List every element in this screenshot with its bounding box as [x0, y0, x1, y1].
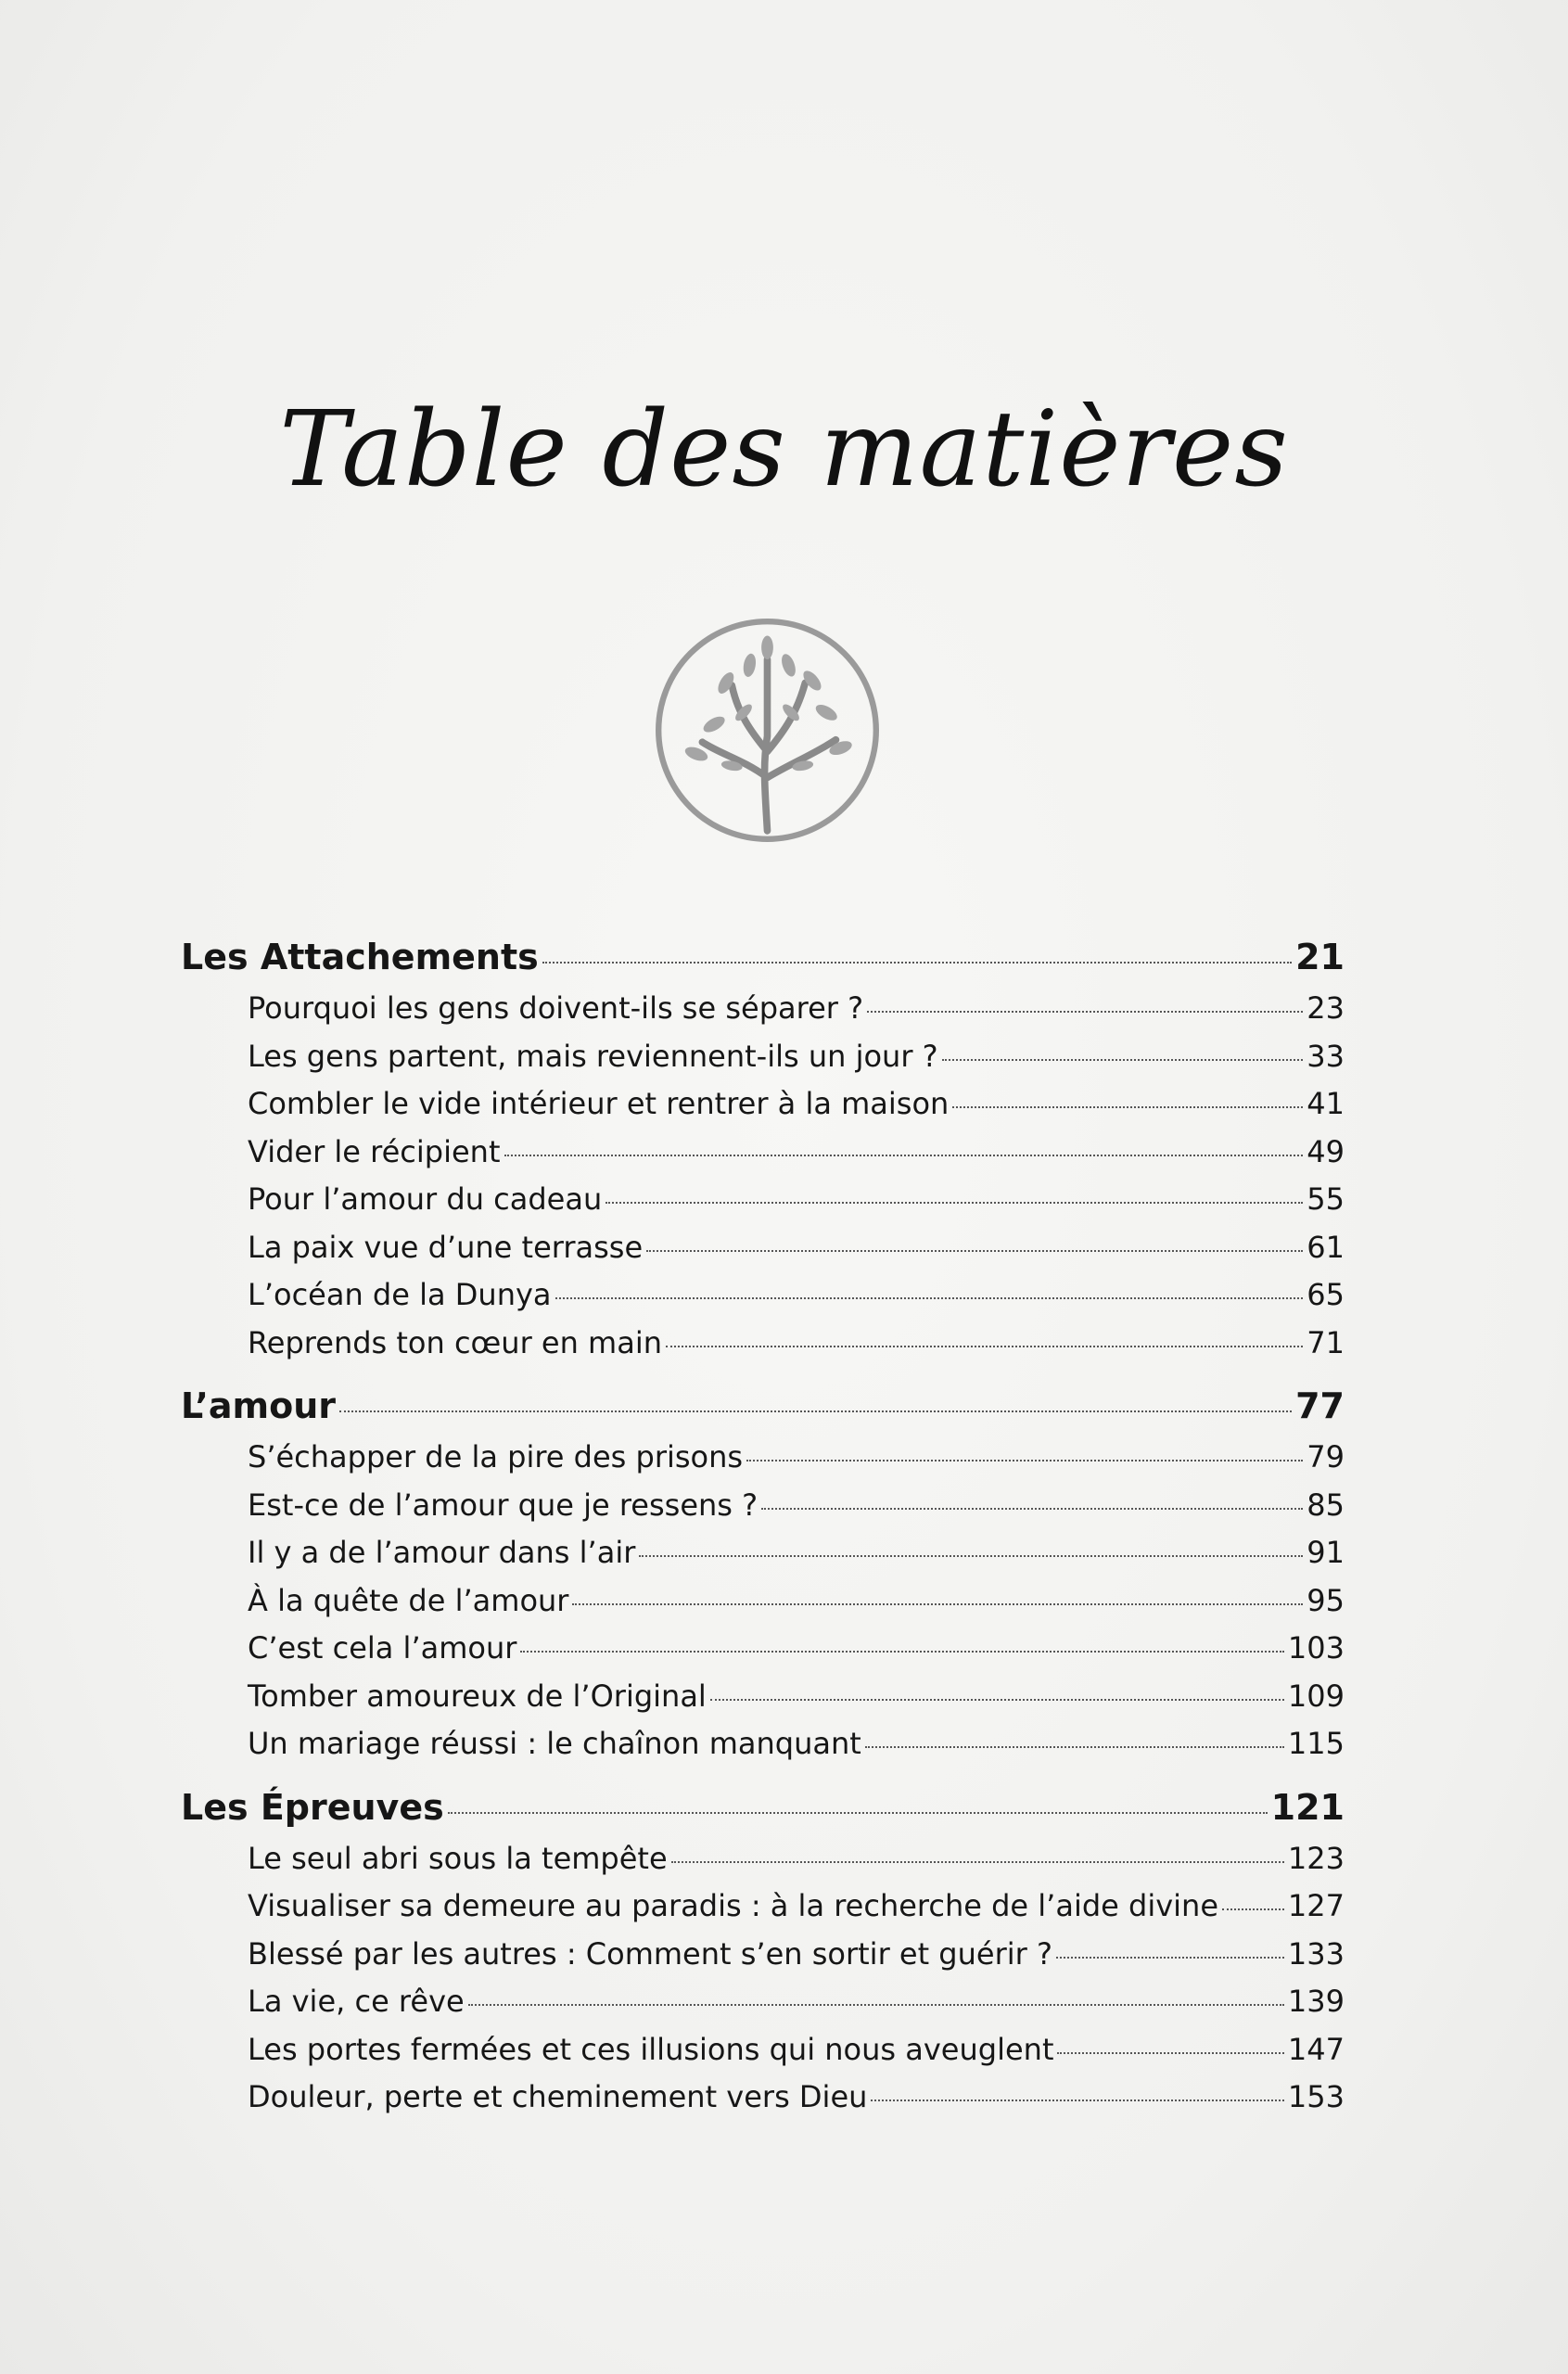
dot-leader [520, 1651, 1284, 1653]
page-number: 33 [1307, 1038, 1345, 1074]
toc-section-attachements [181, 937, 1345, 1372]
entry-title: Un mariage réussi : le chaînon manquant [248, 1726, 861, 1761]
page-number: 55 [1307, 1181, 1345, 1217]
entry-title: Le seul abri sous la tempête [248, 1840, 668, 1876]
page-number: 153 [1287, 2079, 1345, 2114]
entry-title: Les portes fermées et ces illusions qui nous aveuglent [248, 2031, 1054, 2067]
dot-leader [504, 1155, 1304, 1156]
entry-title: Combler le vide intérieur et rentrer à la maison [248, 1086, 950, 1121]
toc-entry[interactable] [181, 1230, 1345, 1278]
entry-title: Pour l’amour du cadeau [248, 1181, 603, 1217]
page-title: Table des matières [279, 389, 1289, 510]
dot-leader [639, 1555, 1303, 1557]
dot-leader [448, 1812, 1268, 1814]
entry-title: Les gens partent, mais reviennent-ils un jour ? [248, 1038, 938, 1074]
page-number: 127 [1287, 1888, 1345, 1923]
section-title: Les Attachements [181, 937, 539, 977]
toc-entry[interactable] [181, 2032, 1345, 2080]
page-number: 147 [1287, 2031, 1345, 2067]
page-number: 123 [1287, 1840, 1345, 1876]
page-number: 133 [1287, 1935, 1345, 1972]
entry-title: Reprends ton cœur en main [248, 1324, 662, 1360]
dot-leader [339, 1410, 1292, 1412]
dot-leader [468, 2004, 1284, 2006]
page-number: 23 [1307, 990, 1345, 1026]
toc-entry[interactable] [181, 1039, 1345, 1087]
dot-leader [867, 1011, 1303, 1013]
toc-entry[interactable] [181, 1678, 1345, 1727]
toc-entry[interactable] [181, 1841, 1345, 1889]
page-number: 85 [1307, 1487, 1345, 1523]
toc-entry[interactable] [181, 1936, 1345, 1985]
entry-title: Visualiser sa demeure au paradis : à la recherche de l’aide divine [248, 1888, 1219, 1923]
entry-title: Est-ce de l’amour que je ressens ? [248, 1487, 759, 1523]
tree-emblem-icon [649, 612, 886, 849]
toc-section-heading[interactable] [181, 937, 1345, 990]
entry-title: À la quête de l’amour [248, 1582, 569, 1618]
entry-title: La vie, ce rêve [248, 1984, 465, 2019]
page-number: 79 [1307, 1439, 1345, 1474]
entry-title: La paix vue d’une terrasse [248, 1229, 644, 1265]
toc-section-heading[interactable] [181, 1385, 1345, 1439]
toc-entry[interactable] [181, 1630, 1345, 1678]
dot-leader [1056, 1957, 1284, 1959]
toc-entry[interactable] [181, 2079, 1345, 2127]
page-number: 41 [1307, 1086, 1345, 1121]
entry-title: Vider le récipient [248, 1133, 501, 1169]
dot-leader [710, 1699, 1284, 1701]
toc-section-epreuves [181, 1787, 1345, 2127]
page-number: 139 [1287, 1984, 1345, 2019]
page-number: 121 [1270, 1786, 1345, 1828]
toc-entry[interactable] [181, 1134, 1345, 1182]
section-title: L’amour [181, 1385, 337, 1426]
page-number: 103 [1287, 1630, 1345, 1666]
page-number: 71 [1307, 1324, 1345, 1360]
toc-entry[interactable] [181, 1439, 1345, 1487]
toc-entry[interactable] [181, 1487, 1345, 1536]
page-number: 91 [1307, 1535, 1345, 1570]
dot-leader [952, 1106, 1303, 1108]
page-number: 95 [1307, 1582, 1345, 1618]
toc-entry[interactable] [181, 1726, 1345, 1774]
page-number: 21 [1295, 937, 1345, 977]
toc-entry[interactable] [181, 1984, 1345, 2032]
dot-leader [555, 1297, 1304, 1299]
toc-entry[interactable] [181, 1888, 1345, 1936]
section-title: Les Épreuves [181, 1786, 444, 1828]
dot-leader [1222, 1908, 1284, 1910]
page-number: 115 [1287, 1726, 1345, 1761]
toc-entry[interactable] [181, 1325, 1345, 1373]
toc-section-amour [181, 1385, 1345, 1774]
dot-leader [761, 1508, 1303, 1510]
dot-leader [646, 1250, 1303, 1252]
dot-leader [666, 1346, 1303, 1347]
page-number: 61 [1307, 1229, 1345, 1265]
toc-entry[interactable] [181, 1277, 1345, 1325]
toc-entry[interactable] [181, 990, 1345, 1039]
entry-title: L’océan de la Dunya [248, 1277, 552, 1312]
entry-title: S’échapper de la pire des prisons [248, 1439, 744, 1474]
entry-title: Blessé par les autres : Comment s’en sortir et guérir ? [248, 1935, 1052, 1972]
dot-leader [865, 1746, 1284, 1748]
toc-entry[interactable] [181, 1086, 1345, 1134]
dot-leader [572, 1603, 1303, 1605]
toc-entry[interactable] [181, 1583, 1345, 1631]
table-of-contents [181, 937, 1345, 2140]
toc-section-heading[interactable] [181, 1787, 1345, 1841]
page-number: 49 [1307, 1133, 1345, 1169]
entry-title: Douleur, perte et cheminement vers Dieu [248, 2079, 868, 2114]
dot-leader [871, 2100, 1284, 2101]
dot-leader [542, 962, 1292, 964]
dot-leader [746, 1460, 1303, 1461]
entry-title: Pourquoi les gens doivent-ils se séparer ? [248, 990, 864, 1026]
page-number: 109 [1287, 1678, 1345, 1714]
dot-leader [606, 1202, 1303, 1204]
page-number: 65 [1307, 1277, 1345, 1312]
dot-leader [942, 1059, 1304, 1061]
dot-leader [671, 1861, 1284, 1863]
toc-entry[interactable] [181, 1535, 1345, 1583]
entry-title: Tomber amoureux de l’Original [248, 1678, 707, 1714]
dot-leader [1057, 2052, 1283, 2054]
entry-title: C’est cela l’amour [248, 1630, 517, 1666]
toc-entry[interactable] [181, 1181, 1345, 1230]
entry-title: Il y a de l’amour dans l’air [248, 1535, 636, 1570]
page-number: 77 [1295, 1385, 1345, 1426]
